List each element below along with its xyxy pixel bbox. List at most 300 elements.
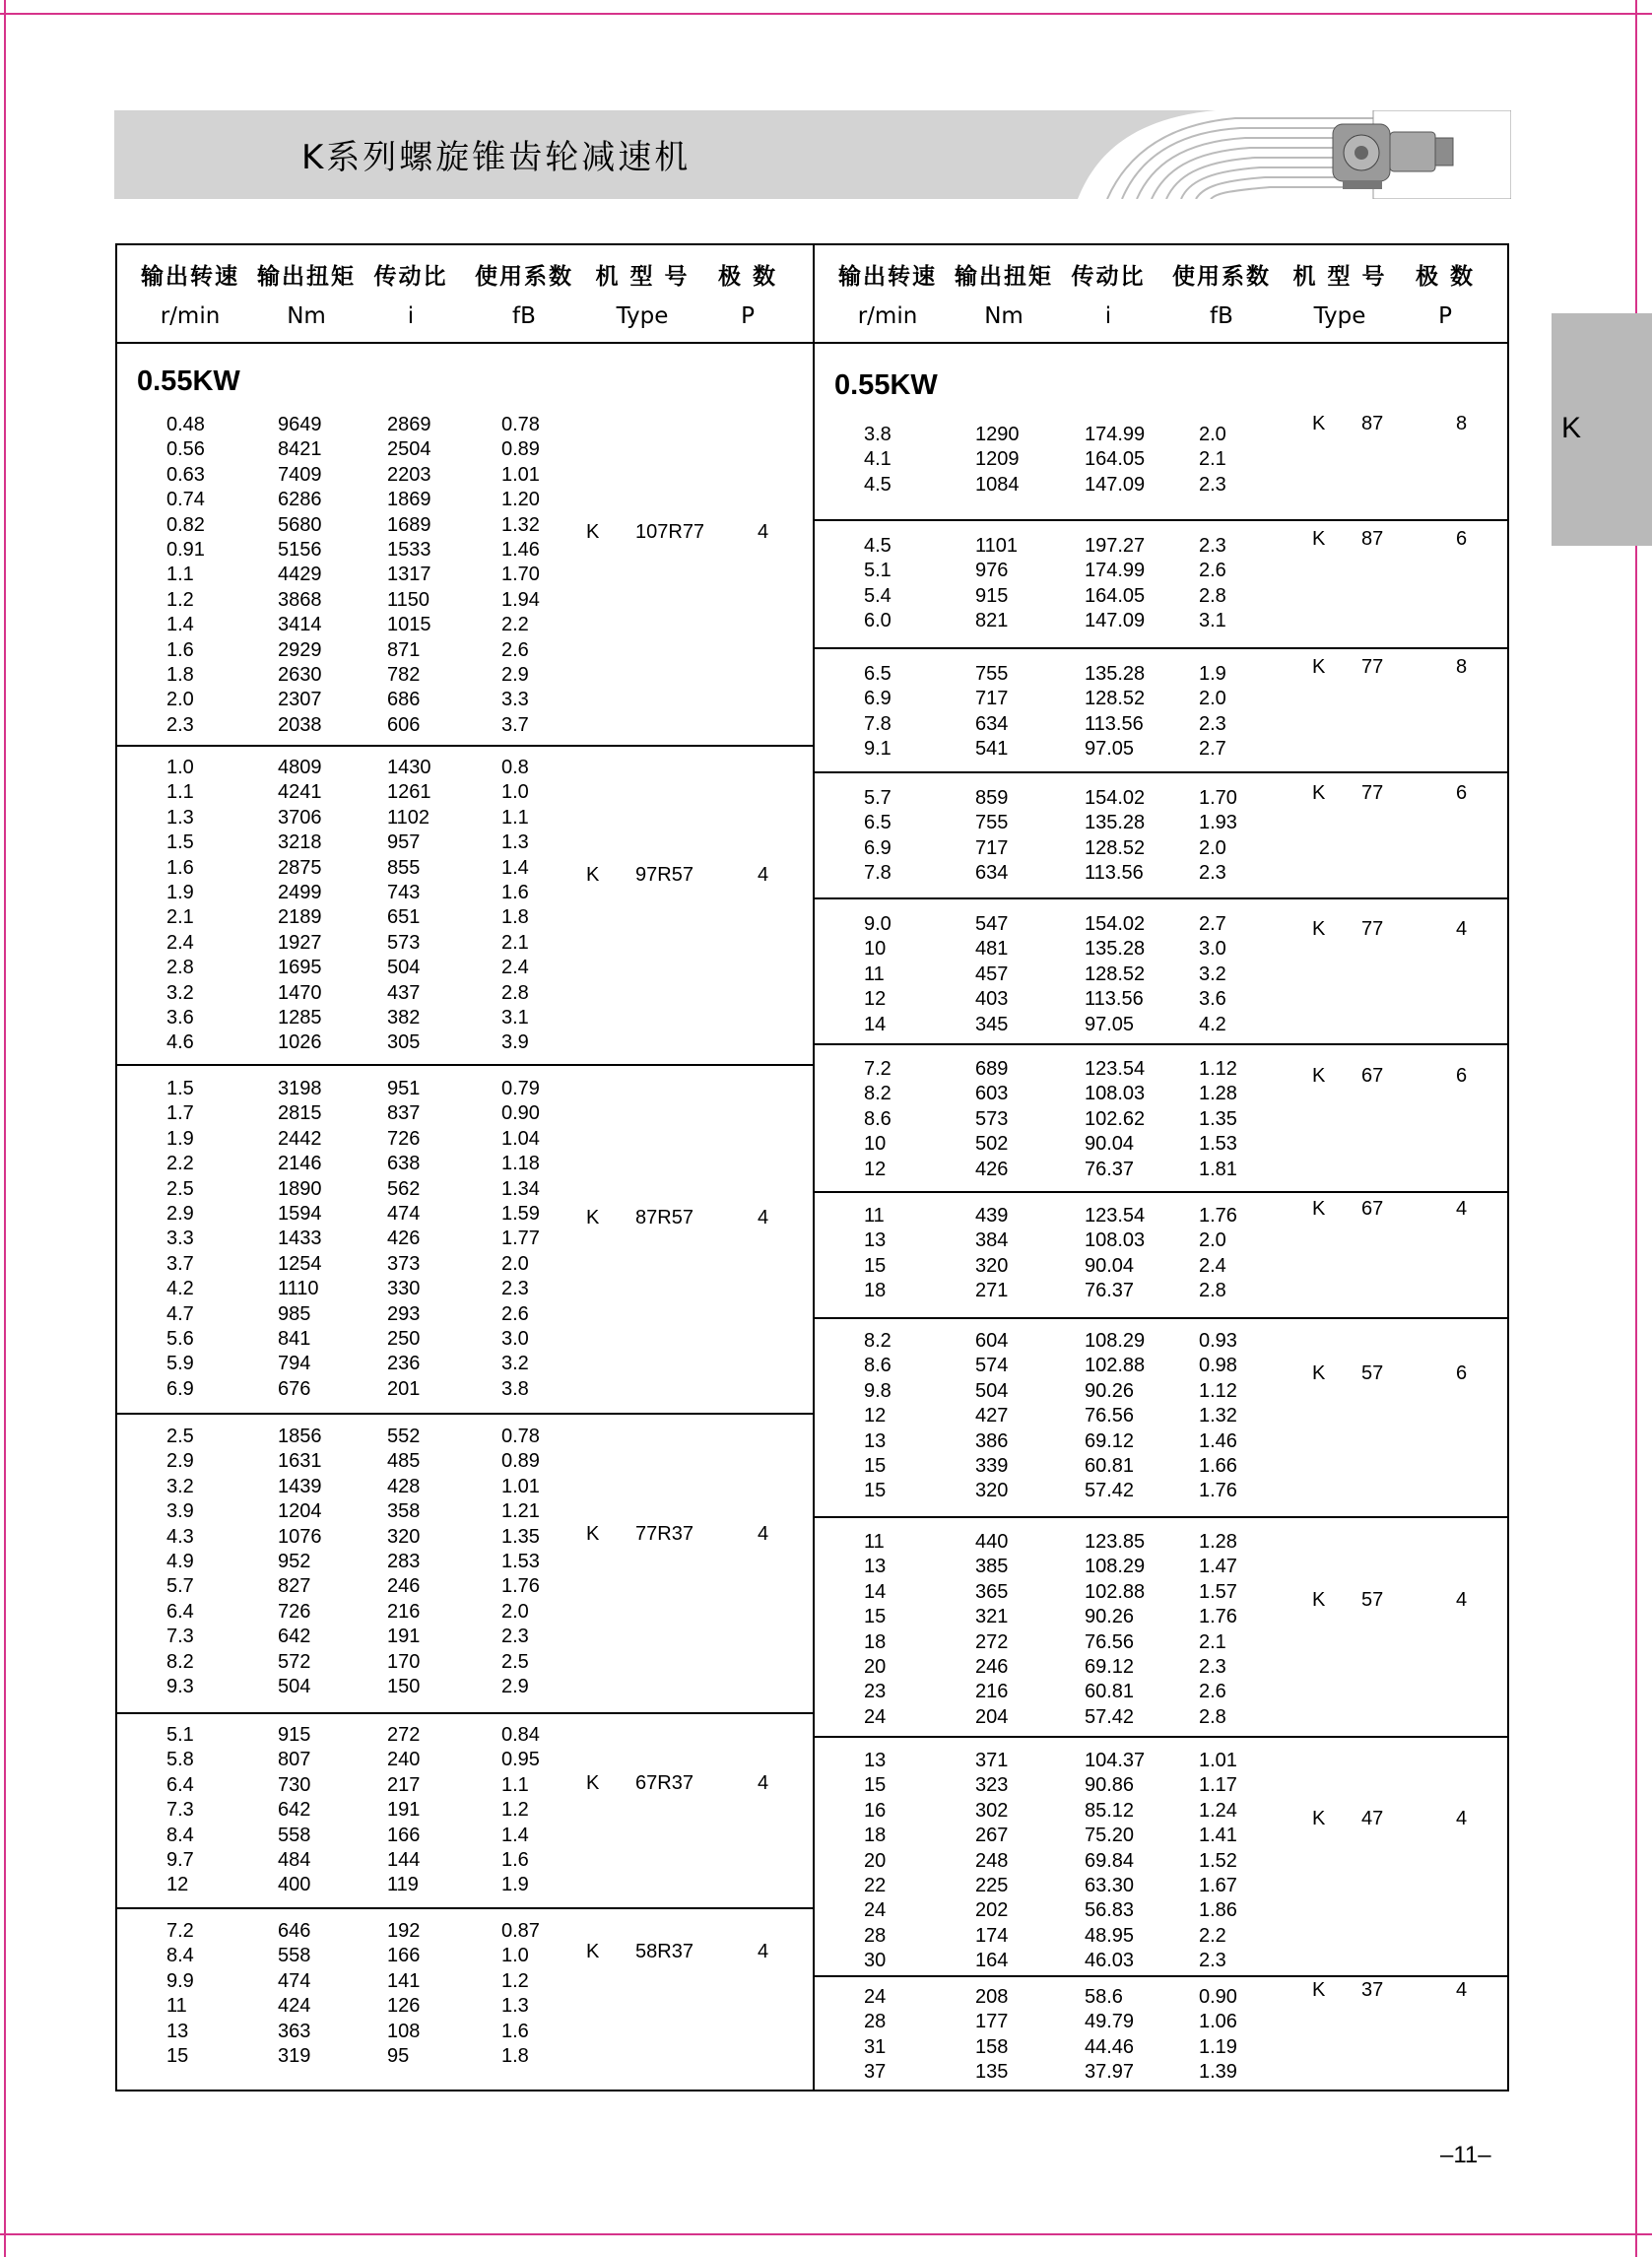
cell-speed: 9.9	[166, 1969, 194, 1992]
cell-ratio: 246	[387, 1575, 421, 1598]
cell-factor: 3.1	[1199, 610, 1226, 632]
cell-factor: 1.01	[501, 1475, 540, 1497]
cell-torque: 794	[278, 1353, 311, 1375]
cell-ratio: 426	[387, 1228, 421, 1250]
table-row	[815, 786, 1509, 811]
cell-ratio: 382	[387, 1007, 421, 1029]
cell-factor: 2.6	[501, 638, 529, 661]
cell-factor: 1.17	[1199, 1774, 1237, 1797]
header-speed-cn: 输出转速	[838, 264, 937, 290]
cell-torque: 424	[278, 1995, 311, 2018]
cell-speed: 6.5	[864, 663, 892, 685]
cell-speed: 8.4	[166, 1824, 194, 1846]
cell-factor: 1.18	[501, 1153, 540, 1175]
header-poles-unit: P	[1438, 303, 1452, 329]
cell-torque: 1076	[278, 1525, 322, 1548]
cell-torque: 403	[975, 988, 1009, 1011]
table-row	[815, 1874, 1509, 1898]
cell-speed: 8.6	[864, 1355, 892, 1377]
table-row	[815, 1605, 1509, 1629]
cell-ratio: 108.03	[1085, 1083, 1146, 1105]
cell-factor: 2.3	[1199, 535, 1226, 557]
cell-ratio: 552	[387, 1426, 421, 1447]
cell-torque: 755	[975, 812, 1009, 834]
cell-factor: 2.6	[501, 1302, 529, 1325]
cell-torque: 3198	[278, 1078, 322, 1099]
cell-torque: 426	[975, 1158, 1009, 1180]
cell-speed: 5.7	[864, 787, 892, 809]
cell-ratio: 871	[387, 638, 421, 661]
cell-speed: 23	[864, 1681, 887, 1703]
cell-factor: 1.4	[501, 1824, 529, 1846]
table-row	[815, 836, 1509, 861]
table-row	[815, 737, 1509, 762]
cell-factor: 1.76	[501, 1575, 540, 1598]
table-row	[117, 1352, 813, 1376]
cell-ratio: 147.09	[1085, 610, 1146, 632]
cell-ratio: 474	[387, 1203, 421, 1225]
cell-speed: 0.48	[166, 414, 205, 435]
header-left	[117, 245, 813, 344]
cell-torque: 1084	[975, 473, 1020, 496]
model-type: 67R37	[635, 1772, 694, 1794]
cell-speed: 2.4	[166, 931, 194, 954]
cell-ratio: 141	[387, 1969, 421, 1992]
cell-factor: 1.57	[1199, 1580, 1237, 1603]
cell-torque: 225	[975, 1875, 1009, 1896]
table-row	[117, 1127, 813, 1152]
header-poles	[708, 257, 787, 336]
cell-speed: 1.3	[166, 806, 194, 829]
cell-torque: 202	[975, 1899, 1009, 1922]
table-row	[815, 1530, 1509, 1555]
cell-torque: 717	[975, 836, 1009, 859]
cell-factor: 2.3	[501, 1626, 529, 1648]
cell-torque: 208	[975, 1986, 1009, 2008]
cell-factor: 1.35	[1199, 1107, 1237, 1130]
cell-ratio: 236	[387, 1353, 421, 1375]
cell-speed: 1.9	[166, 882, 194, 903]
cell-torque: 604	[975, 1330, 1009, 1352]
table-row	[117, 1101, 813, 1126]
table-row	[815, 687, 1509, 711]
cell-factor: 1.28	[1199, 1083, 1237, 1105]
table-row	[117, 1773, 813, 1798]
table-row	[815, 963, 1509, 987]
cell-torque: 2307	[278, 689, 322, 711]
cell-factor: 3.8	[501, 1377, 529, 1400]
cell-speed: 5.7	[166, 1575, 194, 1598]
cell-torque: 365	[975, 1580, 1009, 1603]
model-prefix: K	[1312, 1065, 1326, 1087]
cell-torque: 3706	[278, 806, 322, 829]
cell-factor: 1.53	[501, 1551, 540, 1572]
cell-factor: 1.81	[1199, 1158, 1237, 1180]
cell-torque: 440	[975, 1531, 1009, 1553]
cell-speed: 13	[166, 2020, 189, 2042]
cell-factor: 1.1	[501, 1773, 529, 1796]
cell-ratio: 144	[387, 1849, 421, 1871]
table-row	[815, 1228, 1509, 1253]
table-row	[815, 1429, 1509, 1454]
cell-factor: 2.8	[501, 981, 529, 1004]
cell-torque: 1204	[278, 1500, 322, 1523]
cell-factor: 3.0	[501, 1328, 529, 1350]
cell-torque: 9649	[278, 414, 322, 435]
cell-factor: 2.3	[501, 1278, 529, 1300]
cell-factor: 1.6	[501, 882, 529, 903]
cell-ratio: 174.99	[1085, 424, 1146, 445]
table-row	[117, 588, 813, 613]
cell-ratio: 76.56	[1085, 1630, 1135, 1653]
cell-torque: 807	[278, 1749, 311, 1771]
cell-factor: 3.3	[501, 689, 529, 711]
table-row	[117, 513, 813, 538]
cell-ratio: 135.28	[1085, 663, 1146, 685]
cell-ratio: 56.83	[1085, 1899, 1135, 1922]
header-factor-cn: 使用系数	[475, 264, 573, 290]
group-separator	[815, 647, 1509, 649]
title-banner	[114, 110, 1511, 199]
cell-ratio: 150	[387, 1676, 421, 1697]
cell-torque: 952	[278, 1551, 311, 1572]
cell-ratio: 135.28	[1085, 938, 1146, 961]
table-row	[117, 1227, 813, 1251]
cell-ratio: 76.37	[1085, 1280, 1135, 1302]
header-type	[583, 257, 701, 336]
cell-factor: 0.78	[501, 1426, 540, 1447]
header-right	[815, 245, 1509, 344]
cell-torque: 7409	[278, 463, 322, 486]
cell-speed: 2.8	[166, 957, 194, 979]
cell-torque: 267	[975, 1825, 1009, 1847]
cell-speed: 7.8	[864, 712, 892, 735]
cell-factor: 1.3	[501, 1995, 529, 2018]
header-speed	[832, 257, 943, 336]
group-separator	[117, 1413, 813, 1415]
cell-torque: 246	[975, 1656, 1009, 1678]
header-type-cn: 机 型 号	[1292, 264, 1387, 290]
cell-torque: 2038	[278, 713, 322, 736]
pole-count: 4	[1456, 918, 1468, 940]
cell-torque: 717	[975, 688, 1009, 710]
cell-torque: 323	[975, 1774, 1009, 1797]
cell-factor: 1.01	[501, 463, 540, 486]
table-row	[815, 1985, 1509, 2010]
table-row	[117, 806, 813, 830]
cell-torque: 755	[975, 663, 1009, 685]
cell-speed: 4.2	[166, 1278, 194, 1300]
cell-factor: 3.7	[501, 713, 529, 736]
cell-torque: 1254	[278, 1252, 322, 1275]
model-prefix: K	[1312, 918, 1326, 940]
table-row	[117, 780, 813, 805]
cell-ratio: 726	[387, 1127, 421, 1150]
page-title: K系列螺旋锥齿轮减速机	[301, 138, 692, 177]
cell-torque: 547	[975, 913, 1009, 935]
table-row	[117, 1650, 813, 1675]
cell-factor: 2.4	[1199, 1254, 1226, 1277]
table-row	[815, 1254, 1509, 1279]
table-row	[117, 563, 813, 587]
cell-factor: 1.34	[501, 1177, 540, 1200]
cell-ratio: 102.62	[1085, 1107, 1146, 1130]
cell-factor: 1.6	[501, 2020, 529, 2042]
cell-torque: 541	[975, 738, 1009, 761]
cell-speed: 1.6	[166, 856, 194, 879]
table-row	[815, 1824, 1509, 1848]
cell-ratio: 305	[387, 1031, 421, 1054]
cell-speed: 1.2	[166, 588, 194, 611]
header-torque-unit: Nm	[984, 303, 1024, 329]
header-type-unit: Type	[1313, 303, 1366, 329]
group-separator	[117, 745, 813, 747]
cell-torque: 603	[975, 1083, 1009, 1105]
cell-factor: 2.0	[501, 1252, 529, 1275]
cell-torque: 1594	[278, 1203, 322, 1225]
header-speed-cn: 输出转速	[141, 264, 239, 290]
table-row	[815, 1158, 1509, 1182]
cell-ratio: 373	[387, 1252, 421, 1275]
cell-torque: 204	[975, 1705, 1009, 1728]
cell-torque: 689	[975, 1058, 1009, 1080]
cell-speed: 7.2	[166, 1920, 194, 1942]
pole-count: 4	[758, 1523, 769, 1545]
cell-factor: 1.0	[501, 1945, 529, 1967]
model-type: 67	[1361, 1198, 1384, 1220]
cell-speed: 13	[864, 1429, 887, 1452]
cell-torque: 248	[975, 1849, 1009, 1872]
header-factor	[464, 257, 584, 336]
cell-factor: 2.0	[1199, 836, 1226, 859]
cell-ratio: 957	[387, 831, 421, 854]
cell-ratio: 170	[387, 1650, 421, 1673]
cell-speed: 0.63	[166, 463, 205, 486]
cell-ratio: 154.02	[1085, 913, 1146, 935]
cell-factor: 2.8	[1199, 1705, 1226, 1728]
table-row	[815, 1379, 1509, 1404]
cell-torque: 6286	[278, 489, 322, 511]
cell-torque: 1101	[975, 535, 1019, 557]
cell-torque: 726	[278, 1600, 311, 1623]
table-row	[815, 712, 1509, 737]
header-factor-unit: fB	[512, 303, 536, 329]
header-factor	[1161, 257, 1282, 336]
cell-factor: 2.8	[1199, 1280, 1226, 1302]
group-separator	[815, 519, 1509, 521]
cell-ratio: 651	[387, 906, 421, 929]
cell-factor: 1.39	[1199, 2061, 1237, 2084]
cell-torque: 1026	[278, 1031, 322, 1054]
cell-factor: 2.5	[501, 1650, 529, 1673]
pole-count: 6	[1456, 528, 1468, 550]
pole-count: 4	[758, 1772, 769, 1794]
cell-ratio: 437	[387, 981, 421, 1004]
table-row	[117, 1600, 813, 1625]
cell-torque: 3414	[278, 614, 322, 636]
cell-torque: 386	[975, 1429, 1009, 1452]
cell-torque: 634	[975, 712, 1009, 735]
cell-factor: 3.2	[1199, 963, 1226, 985]
table-row	[815, 1404, 1509, 1428]
table-row	[815, 534, 1509, 559]
cell-speed: 20	[864, 1656, 887, 1678]
table-row	[117, 1675, 813, 1699]
table-row	[815, 473, 1509, 498]
header-poles-cn: 极 数	[1415, 264, 1475, 290]
table-row	[117, 1550, 813, 1574]
table-row	[815, 1013, 1509, 1037]
cell-factor: 4.2	[1199, 1013, 1226, 1035]
cell-ratio: 123.54	[1085, 1205, 1146, 1227]
cell-ratio: 128.52	[1085, 836, 1146, 859]
cell-torque: 1439	[278, 1475, 322, 1497]
cell-ratio: 2203	[387, 463, 431, 486]
table-row	[815, 1680, 1509, 1704]
table-row	[815, 1799, 1509, 1824]
power-rating: 0.55KW	[137, 365, 240, 397]
table-row	[117, 2044, 813, 2069]
cell-factor: 1.77	[501, 1228, 540, 1250]
cell-speed: 6.4	[166, 1600, 194, 1623]
table-row	[117, 1798, 813, 1823]
cell-ratio: 49.79	[1085, 2011, 1135, 2033]
cell-speed: 12	[864, 988, 887, 1011]
cell-torque: 859	[975, 787, 1009, 809]
header-torque-cn: 输出扭矩	[257, 264, 356, 290]
table-row	[117, 1574, 813, 1599]
cell-speed: 2.2	[166, 1153, 194, 1175]
cell-ratio: 90.86	[1085, 1774, 1135, 1797]
cell-ratio: 192	[387, 1920, 421, 1942]
cell-torque: 177	[975, 2011, 1009, 2033]
cell-ratio: 76.56	[1085, 1405, 1135, 1427]
cell-ratio: 166	[387, 1824, 421, 1846]
cell-factor: 1.06	[1199, 2011, 1237, 2033]
model-type: 87	[1361, 528, 1384, 550]
header-speed-unit: r/min	[857, 303, 918, 329]
cell-factor: 2.3	[1199, 1950, 1226, 1972]
cell-torque: 573	[975, 1107, 1009, 1130]
cell-ratio: 428	[387, 1475, 421, 1497]
cell-factor: 2.4	[501, 957, 529, 979]
cell-torque: 1470	[278, 981, 322, 1004]
cell-factor: 1.0	[501, 781, 529, 804]
cell-torque: 2929	[278, 638, 322, 661]
cell-factor: 1.21	[501, 1500, 540, 1523]
cell-speed: 6.5	[864, 812, 892, 834]
cell-factor: 0.87	[501, 1920, 540, 1942]
cell-speed: 3.6	[166, 1007, 194, 1029]
pole-count: 6	[1456, 782, 1468, 804]
cell-torque: 572	[278, 1650, 311, 1673]
cell-factor: 1.32	[1199, 1405, 1237, 1427]
cell-ratio: 201	[387, 1377, 421, 1400]
model-prefix: K	[586, 864, 600, 886]
cell-speed: 31	[864, 2035, 887, 2058]
cell-torque: 4429	[278, 564, 322, 586]
cell-ratio: 174.99	[1085, 560, 1146, 582]
table-row	[815, 2010, 1509, 2034]
cell-torque: 2189	[278, 906, 322, 929]
group-separator	[815, 1736, 1509, 1738]
cell-factor: 0.90	[1199, 1986, 1237, 2008]
cell-speed: 12	[864, 1405, 887, 1427]
cell-factor: 2.2	[501, 614, 529, 636]
table-row	[815, 1655, 1509, 1680]
cell-ratio: 504	[387, 957, 421, 979]
cell-ratio: 164.05	[1085, 584, 1146, 607]
pole-count: 4	[758, 1207, 769, 1228]
cell-factor: 1.46	[1199, 1429, 1237, 1452]
header-ratio	[1059, 257, 1157, 336]
cell-factor: 1.66	[1199, 1455, 1237, 1477]
cell-speed: 3.8	[864, 424, 892, 445]
cell-speed: 1.1	[166, 781, 194, 804]
cell-ratio: 95	[387, 2045, 410, 2067]
cell-speed: 8.4	[166, 1945, 194, 1967]
cell-speed: 6.9	[166, 1377, 194, 1400]
table-row	[117, 1006, 813, 1030]
cell-torque: 345	[975, 1013, 1009, 1035]
cell-factor: 2.7	[1199, 913, 1226, 935]
header-ratio-unit: i	[1104, 303, 1112, 329]
cell-ratio: 1150	[387, 588, 430, 611]
cell-ratio: 686	[387, 689, 421, 711]
table-row	[117, 638, 813, 663]
cell-torque: 502	[975, 1133, 1009, 1156]
trim-left	[4, 0, 6, 2257]
table-row	[815, 1580, 1509, 1605]
cell-factor: 3.0	[1199, 938, 1226, 961]
cell-ratio: 76.37	[1085, 1158, 1135, 1180]
cell-torque: 841	[278, 1328, 311, 1350]
cell-speed: 20	[864, 1849, 887, 1872]
cell-ratio: 166	[387, 1945, 421, 1967]
cell-speed: 2.1	[166, 906, 194, 929]
cell-torque: 1890	[278, 1177, 322, 1200]
header-type-unit: Type	[616, 303, 669, 329]
cell-speed: 24	[864, 1986, 887, 2008]
cell-torque: 1290	[975, 424, 1020, 445]
table-row	[117, 1302, 813, 1327]
cell-factor: 1.04	[501, 1127, 540, 1150]
cell-speed: 1.9	[166, 1127, 194, 1150]
table-row	[815, 2060, 1509, 2085]
cell-speed: 24	[864, 1705, 887, 1728]
cell-torque: 1631	[278, 1450, 322, 1473]
cell-speed: 8.2	[864, 1330, 892, 1352]
cell-torque: 384	[975, 1229, 1009, 1252]
cell-factor: 3.9	[501, 1031, 529, 1054]
trim-top	[0, 13, 1652, 15]
table-row	[117, 1944, 813, 1968]
cell-torque: 827	[278, 1575, 311, 1598]
cell-speed: 1.7	[166, 1102, 194, 1125]
cell-speed: 18	[864, 1630, 887, 1653]
cell-ratio: 69.84	[1085, 1849, 1135, 1872]
cell-ratio: 240	[387, 1749, 421, 1771]
rating-table	[115, 243, 1509, 2091]
cell-ratio: 128.52	[1085, 963, 1146, 985]
cell-factor: 0.89	[501, 1450, 540, 1473]
table-row	[815, 1924, 1509, 1949]
cell-ratio: 837	[387, 1102, 421, 1125]
model-prefix: K	[586, 1207, 600, 1228]
table-row	[815, 559, 1509, 583]
header-torque	[251, 257, 362, 336]
table-row	[117, 1202, 813, 1227]
